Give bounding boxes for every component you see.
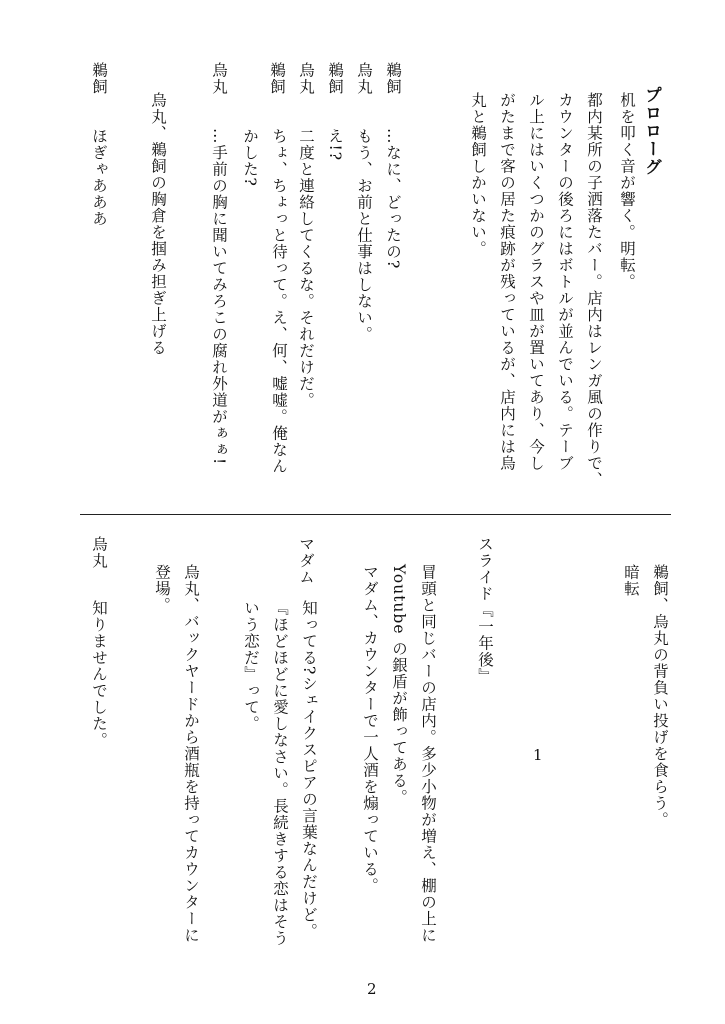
speaker-name: 烏丸	[355, 62, 373, 95]
slide-caption: スライド『一年後』	[476, 536, 494, 685]
speaker-name: 烏丸	[210, 62, 228, 95]
speaker-name: 鵜飼	[90, 62, 108, 95]
dialogue-line: ほぎゃあああ	[90, 128, 108, 227]
dialogue-line: …手前の胸に聞いてみろこの腐れ外道がぁぁ!	[210, 128, 228, 466]
speaker-name: 烏丸	[297, 62, 315, 95]
dialogue-line: 知りませんでした。	[90, 600, 108, 749]
stage-direction-block: 都内某所の子洒落たバー。店内はレンガ風の作りで、 カウンターの後ろにはボトルが並んでいる。テーブ ル上にはいくつかのグラスや皿が置いてあり、今し がたまで客の居た痕跡が残っているが、店内には烏 丸と鵜飼しかいない。	[469, 92, 603, 488]
stage-direction: 暗転	[622, 564, 640, 597]
stage-direction: 鵜飼、烏丸の背負い投げを食らう。	[651, 564, 669, 828]
stage-direction-block: 烏丸、バックヤードから酒瓶を持ってカウンターに 登場。	[153, 564, 200, 944]
stage-direction: 机を叩く音が響く。明転。	[618, 92, 636, 290]
stage-direction: 烏丸、鵜飼の胸倉を掴み担ぎ上げる	[149, 92, 167, 356]
dialogue-line: 二度と連絡してくるな。それだけだ。	[297, 128, 315, 409]
dialogue-line: 知ってる?シェイクスピアの言葉なんだけど。 『ほどほどに愛しなさい。長続きする恋はそう いう恋だ』って。	[242, 600, 318, 947]
page-number: 2	[367, 980, 377, 998]
dialogue-line: え!?	[326, 128, 344, 162]
chapter-title: プロローグ	[641, 86, 661, 176]
page-number: 1	[533, 746, 543, 764]
speaker-name: マダム	[297, 536, 315, 586]
stage-direction-block: 冒頭と同じバーの店内。多少小物が増え、棚の上に Youtube の銀盾が飾ってある。 マダム、カウンターで一人酒を煽っている。	[361, 564, 437, 944]
speaker-name: 烏丸	[90, 536, 108, 569]
dialogue-line: もう、お前と仕事はしない。	[355, 128, 373, 343]
dialogue-line: …なに、どったの?	[384, 128, 402, 270]
dialogue-line: ちょ、ちょっと待って。え、何、嘘嘘。俺なん かした?	[241, 128, 288, 475]
speaker-name: 鵜飼	[384, 62, 402, 95]
speaker-name: 鵜飼	[268, 62, 286, 95]
speaker-name: 鵜飼	[326, 62, 344, 95]
script-page-2	[0, 514, 725, 1024]
